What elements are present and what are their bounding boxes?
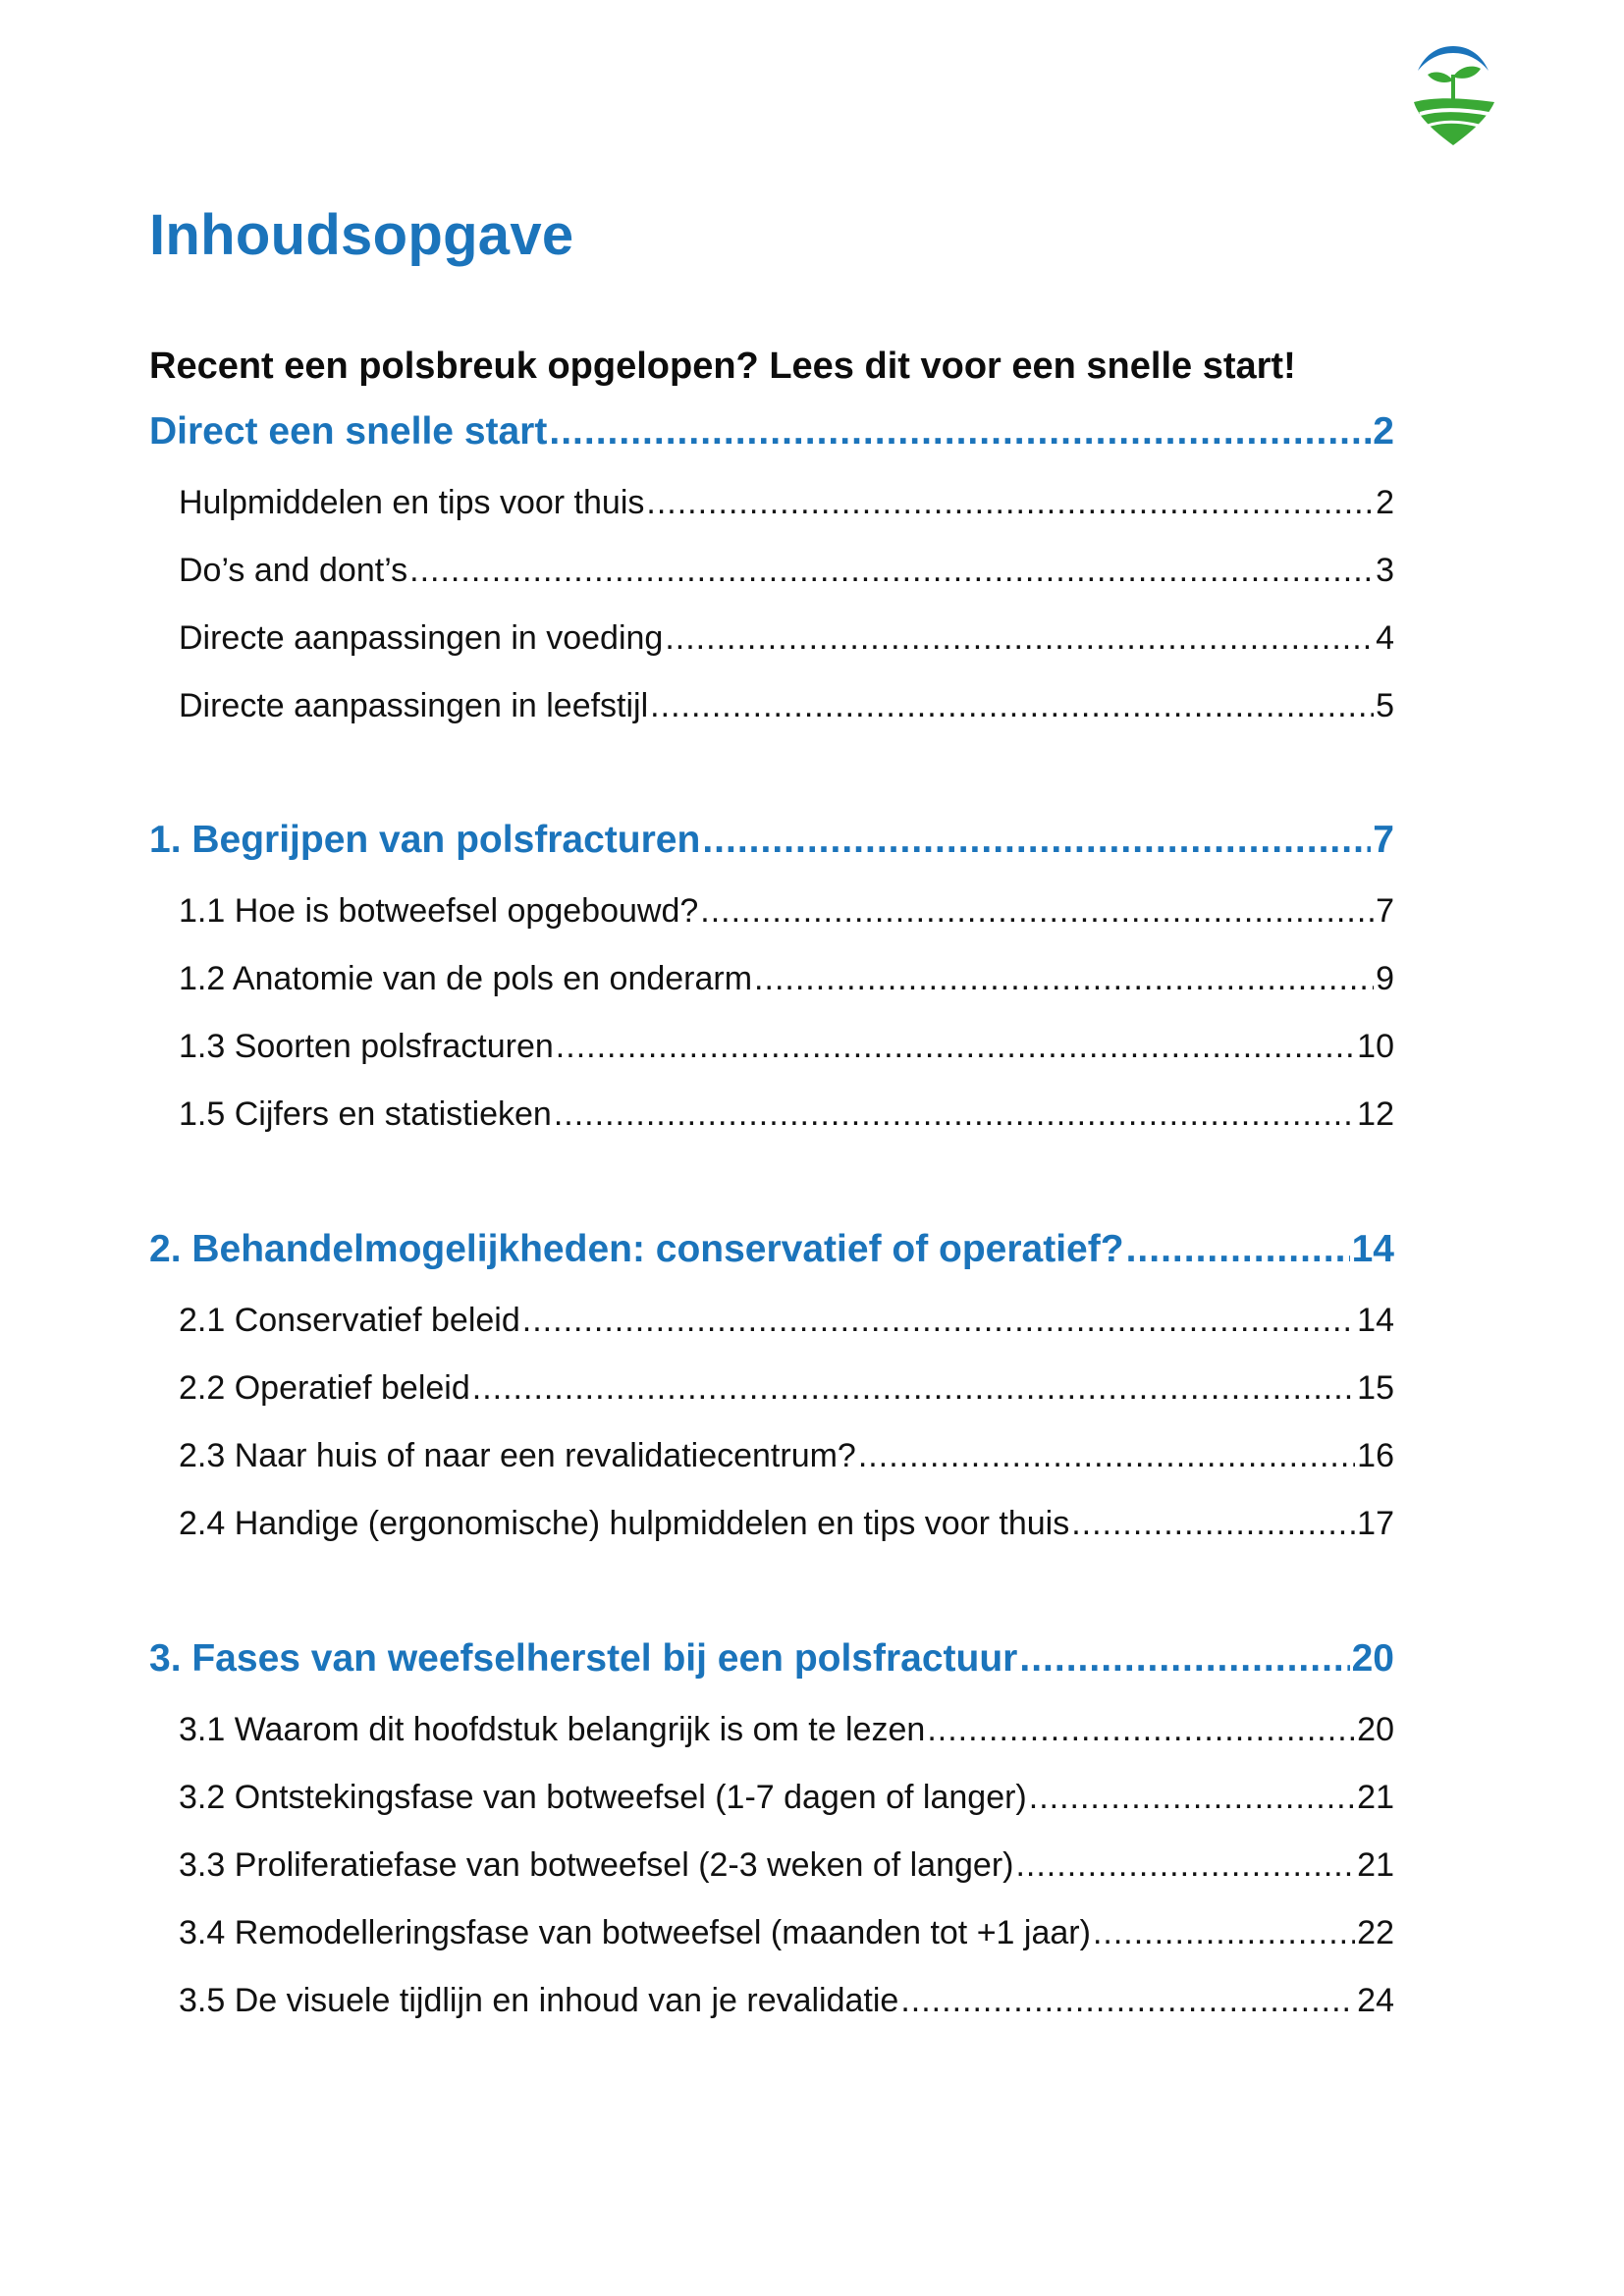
toc-page-number: 7 [1373, 819, 1394, 861]
toc-entry-chapter-3[interactable] [149, 1637, 1394, 1681]
toc-entry[interactable] [179, 1028, 1394, 1066]
toc-page-number: 21 [1357, 1779, 1394, 1816]
toc-leader-dots [1093, 1914, 1355, 1952]
toc-leader-dots [549, 410, 1371, 454]
toc-leader-dots [702, 819, 1371, 862]
toc-entry-label: Hulpmiddelen en tips voor thuis [179, 484, 645, 521]
toc-leader-dots [650, 687, 1374, 725]
toc-page-number: 10 [1357, 1028, 1394, 1065]
toc-entry-quickstart[interactable] [149, 410, 1394, 454]
toc-entry-label: Directe aanpassingen in leefstijl [179, 687, 649, 724]
toc-page-number: 15 [1357, 1369, 1394, 1407]
toc-page-number: 17 [1357, 1505, 1394, 1542]
toc-leader-dots [665, 619, 1374, 658]
toc-page-number: 21 [1357, 1846, 1394, 1884]
toc-page-number: 22 [1357, 1914, 1394, 1951]
toc-entry-chapter-1[interactable] [149, 819, 1394, 862]
toc-leader-dots [1126, 1228, 1350, 1271]
toc-leader-dots [927, 1711, 1355, 1749]
toc-entry-label: 1.2 Anatomie van de pols en onderarm [179, 960, 753, 997]
toc-entry-label: 2.3 Naar huis of naar een revalidatiecentrum? [179, 1437, 856, 1474]
toc-entry[interactable] [179, 484, 1394, 522]
toc-entry-label: 1.5 Cijfers en statistieken [179, 1095, 552, 1133]
toc-leader-dots [646, 484, 1374, 522]
toc-leader-dots [1019, 1637, 1349, 1681]
toc-page-number: 16 [1357, 1437, 1394, 1474]
toc-leader-dots [554, 1095, 1355, 1134]
toc-entry[interactable] [179, 687, 1394, 725]
toc-page-number: 3 [1376, 552, 1394, 589]
toc-entry-label: 3.3 Proliferatiefase van botweefsel (2-3 weken of langer) [179, 1846, 1014, 1884]
toc-leader-dots [472, 1369, 1355, 1408]
toc-page-number: 14 [1357, 1302, 1394, 1339]
toc-entry[interactable] [179, 1779, 1394, 1817]
toc-entry-label: 2.4 Handige (ergonomische) hulpmiddelen en tips voor thuis [179, 1505, 1070, 1542]
toc-page-number: 20 [1351, 1637, 1394, 1680]
toc-leader-dots [522, 1302, 1355, 1340]
toc-page-number: 2 [1373, 410, 1394, 453]
toc-entry-label: 3.4 Remodelleringsfase van botweefsel (maanden tot +1 jaar) [179, 1914, 1091, 1951]
toc-page-number: 20 [1357, 1711, 1394, 1748]
toc-entry-label: 2.2 Operatief beleid [179, 1369, 470, 1407]
toc-entry[interactable] [179, 1711, 1394, 1749]
toc-entry-chapter-2[interactable] [149, 1228, 1394, 1271]
toc-leader-dots [556, 1028, 1355, 1066]
toc-entry[interactable] [179, 1437, 1394, 1475]
toc-page-number: 12 [1357, 1095, 1394, 1133]
toc-entry-label: 2.1 Conservatief beleid [179, 1302, 520, 1339]
toc-entry-label: 1. Begrijpen van polsfracturen [149, 819, 701, 861]
toc-entry-label: 3. Fases van weefselherstel bij een polsfractuur [149, 1637, 1018, 1680]
toc-entry-label: 1.1 Hoe is botweefsel opgebouwd? [179, 892, 699, 930]
toc-page-number: 5 [1376, 687, 1394, 724]
toc-entry-label: 3.1 Waarom dit hoofdstuk belangrijk is om te lezen [179, 1711, 926, 1748]
toc-entry[interactable] [179, 960, 1394, 998]
toc-leader-dots [754, 960, 1374, 998]
toc-entry-label: Direct een snelle start [149, 410, 548, 453]
toc-entry-label: Directe aanpassingen in voeding [179, 619, 664, 657]
toc-entry[interactable] [179, 1369, 1394, 1408]
sprout-logo-icon [1406, 41, 1500, 149]
toc-entry-label: 2. Behandelmogelijkheden: conservatief of operatief? [149, 1228, 1124, 1270]
intro-heading: Recent een polsbreuk opgelopen? Lees dit voor een snelle start! [149, 346, 1296, 387]
toc-page-number: 4 [1376, 619, 1394, 657]
toc-entry[interactable] [179, 552, 1394, 590]
page-title: Inhoudsopgave [149, 203, 574, 267]
toc-leader-dots [1015, 1846, 1355, 1885]
toc-entry[interactable] [179, 1982, 1394, 2020]
toc-entry[interactable] [179, 892, 1394, 931]
toc-entry-label: 3.5 De visuele tijdlijn en inhoud van je revalidatie [179, 1982, 899, 2019]
toc-entry-label: 3.2 Ontstekingsfase van botweefsel (1-7 dagen of langer) [179, 1779, 1027, 1816]
toc-page-number: 7 [1376, 892, 1394, 930]
toc-leader-dots [409, 552, 1374, 590]
toc-entry[interactable] [179, 1302, 1394, 1340]
toc-entry[interactable] [179, 619, 1394, 658]
toc-leader-dots [858, 1437, 1355, 1475]
toc-leader-dots [1029, 1779, 1355, 1817]
toc-page-number: 14 [1351, 1228, 1394, 1270]
toc-entry[interactable] [179, 1095, 1394, 1134]
toc-entry-label: Do’s and dont’s [179, 552, 408, 589]
toc-page-number: 2 [1376, 484, 1394, 521]
toc-entry[interactable] [179, 1505, 1394, 1543]
toc-entry[interactable] [179, 1846, 1394, 1885]
toc-leader-dots [700, 892, 1374, 931]
toc-leader-dots [1071, 1505, 1355, 1543]
toc-page-number: 24 [1357, 1982, 1394, 2019]
toc-entry-label: 1.3 Soorten polsfracturen [179, 1028, 554, 1065]
toc-page-number: 9 [1376, 960, 1394, 997]
toc-leader-dots [900, 1982, 1355, 2020]
toc-entry[interactable] [179, 1914, 1394, 1952]
